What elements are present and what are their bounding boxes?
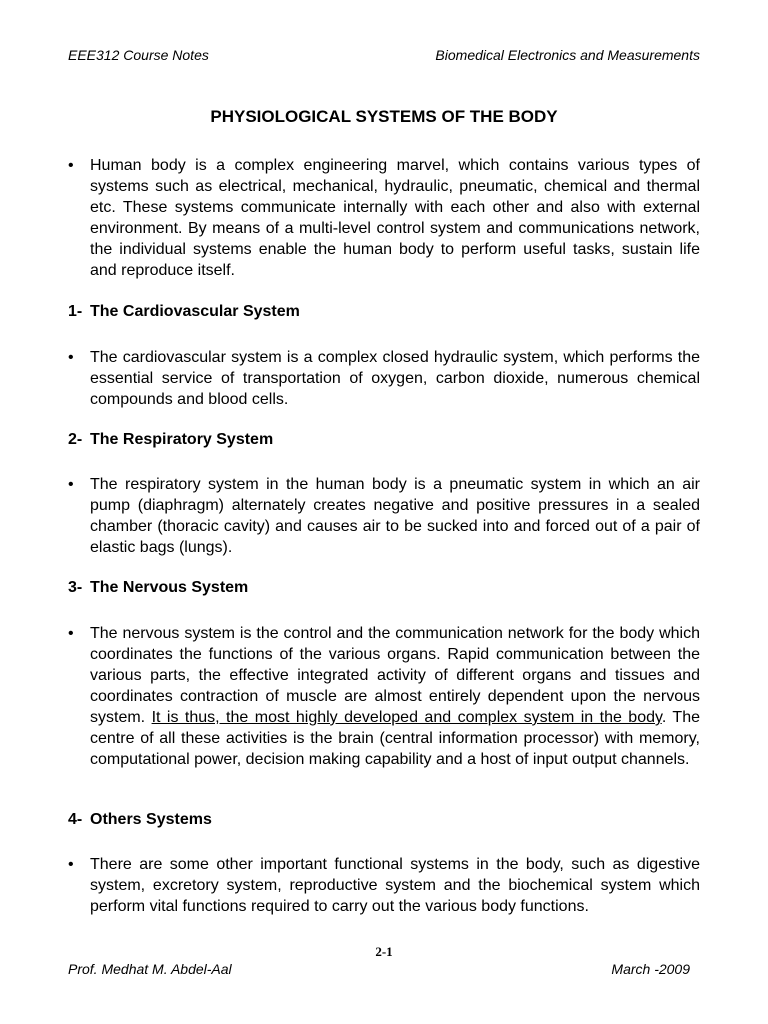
- nervous-text-end: . The centre of all these activities is the brain (central information processor) with memory, computational power, decision making capability and a host of input output channels.: [90, 709, 701, 768]
- section-title: The Nervous System: [90, 579, 249, 596]
- section-number: 2-: [68, 431, 83, 448]
- respiratory-bullet: [68, 474, 700, 558]
- section-heading-others: [68, 811, 212, 829]
- page-title: PHYSIOLOGICAL SYSTEMS OF THE BODY: [210, 107, 558, 126]
- others-text: There are some other important functional systems in the body, such as digestive system, excretory system, reproductive system and the biochemical system which perform vital functions required to carry out the various body functions.: [90, 856, 700, 915]
- intro-text: Human body is a complex engineering marvel, which contains various types of systems such as electrical, mechanical, hydraulic, pneumatic, chemical and thermal etc. These systems communicate internally with each other and also with external environment. By means of a multi-level control system and communications network, the individual systems enable the human body to perform useful tasks, sustain life and reproduce itself.: [90, 157, 700, 279]
- bullet-icon: •: [68, 625, 74, 642]
- section-heading-nervous: [68, 579, 248, 597]
- footer-author: Prof. Medhat M. Abdel-Aal: [68, 961, 232, 977]
- header-course-name: EEE312 Course Notes: [68, 47, 209, 63]
- page-number: 2-1: [375, 944, 393, 959]
- footer-date: March -2009: [611, 961, 690, 977]
- section-number: 1-: [68, 303, 83, 320]
- nervous-text-start: The nervous system is the control and the communication network for the body which coordinates the functions of the various organs. Rapid communication between the various parts, the effective integrated activity of different organs and tissues and coordinates contraction of muscle are almost entirely dependent upon the nervous system.: [90, 625, 700, 726]
- section-title: The Respiratory System: [90, 431, 274, 448]
- nervous-text: [90, 623, 700, 770]
- section-title: Others Systems: [90, 811, 212, 828]
- bullet-icon: •: [68, 157, 74, 174]
- section-number: 3-: [68, 579, 83, 596]
- section-number: 4-: [68, 811, 83, 828]
- cardiovascular-text: The cardiovascular system is a complex closed hydraulic system, which performs the essential service of transportation of oxygen, carbon dioxide, numerous chemical compounds and blood cells.: [90, 349, 700, 408]
- respiratory-text: The respiratory system in the human body is a pneumatic system in which an air pump (diaphragm) alternately creates negative and positive pressures in a sealed chamber (thoracic cavity) and causes air to be sucked into and forced out of a pair of elastic bags (lungs).: [90, 476, 700, 556]
- intro-bullet: [68, 155, 700, 281]
- nervous-text-underlined: It is thus, the most highly developed and complex system in the body: [151, 709, 662, 726]
- bullet-icon: •: [68, 349, 74, 366]
- cardiovascular-bullet: [68, 347, 700, 410]
- section-title: The Cardiovascular System: [90, 303, 300, 320]
- others-bullet: [68, 854, 700, 917]
- bullet-icon: •: [68, 476, 74, 493]
- header-subject: Biomedical Electronics and Measurements: [435, 47, 700, 63]
- section-heading-cardiovascular: [68, 303, 300, 321]
- section-heading-respiratory: [68, 431, 273, 449]
- nervous-bullet: [68, 623, 700, 770]
- bullet-icon: •: [68, 856, 74, 873]
